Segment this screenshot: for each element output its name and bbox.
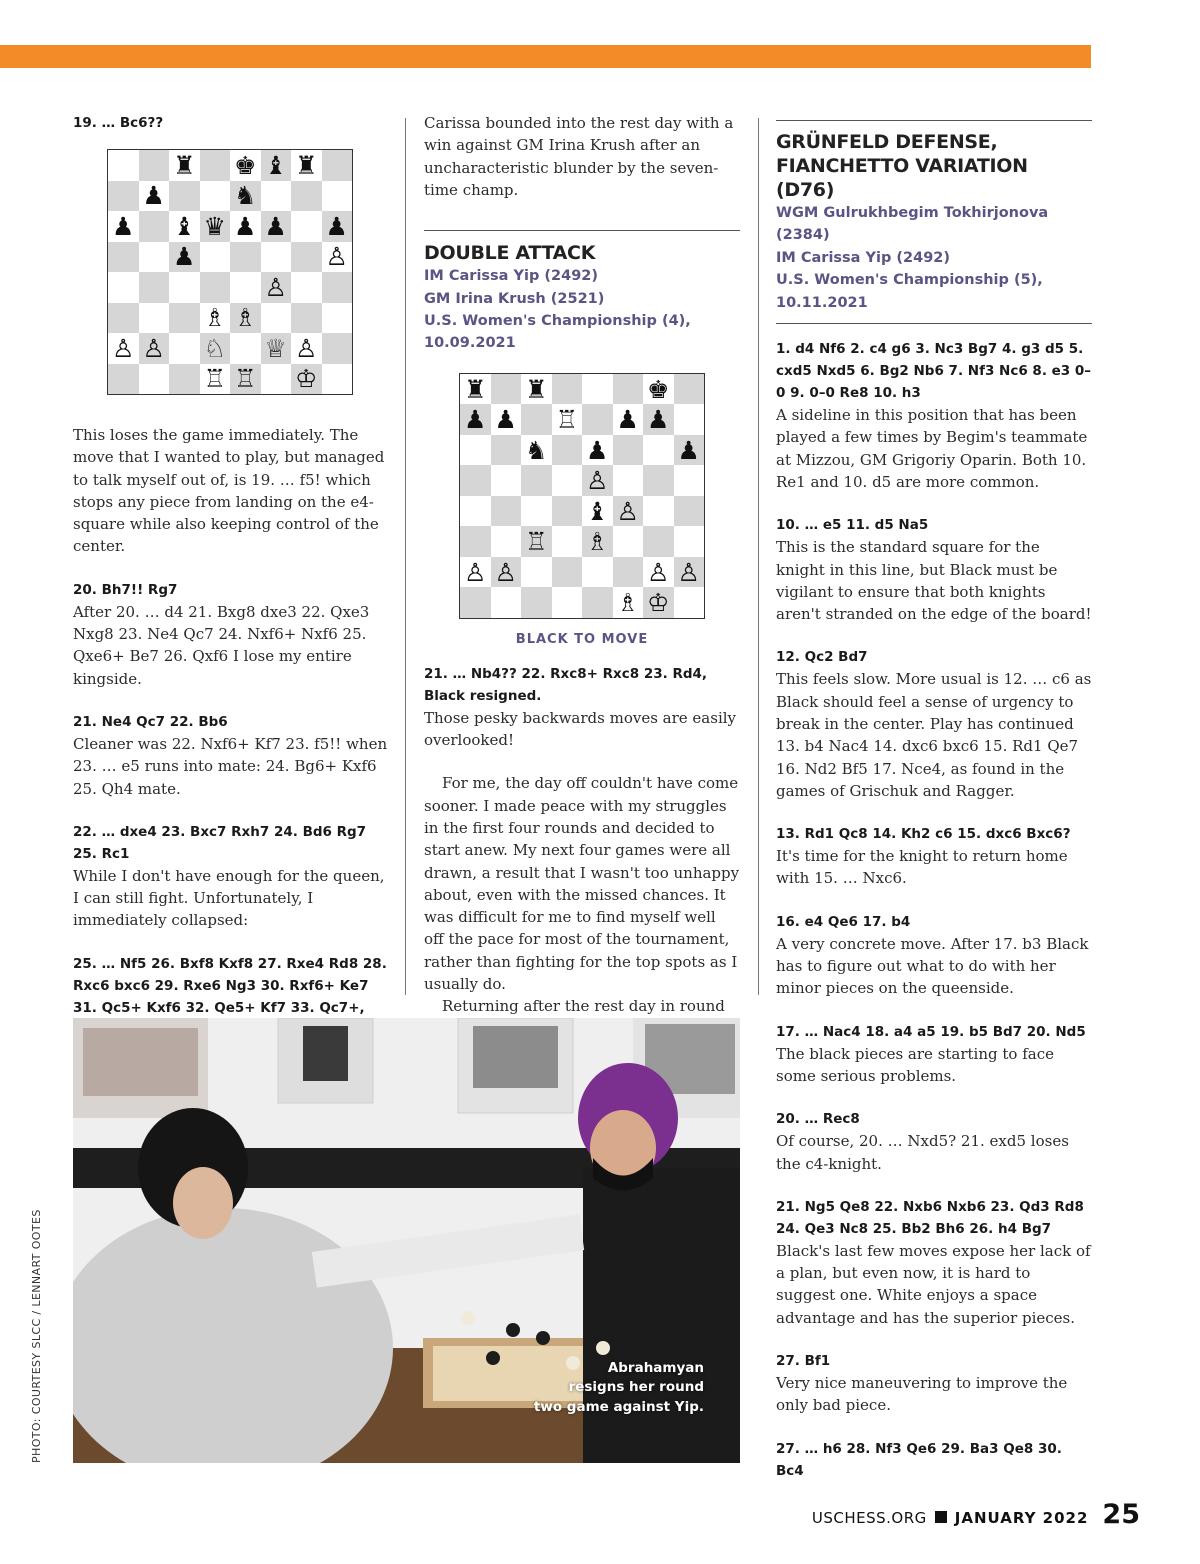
section-rule [424, 230, 740, 231]
board-square [230, 272, 261, 303]
chess-piece-square: ♟ [169, 242, 200, 273]
caption-line-3: two game against Yip. [533, 1398, 704, 1415]
paragraph: Returning after the rest day in round [442, 997, 725, 1016]
column-1 [73, 112, 391, 1041]
chess-piece-square: ♖ [200, 364, 231, 395]
board-square [491, 435, 522, 466]
chess-piece-square: ♖ [230, 364, 261, 395]
board-square [322, 272, 353, 303]
board-square [261, 181, 292, 212]
chess-piece-square: ♛ [200, 211, 231, 242]
caption-line-2: resigns her round [568, 1379, 704, 1395]
commentary: Those pesky backwards moves are easily overlooked! [424, 708, 737, 750]
board-square [552, 526, 583, 557]
commentary: Black's last few moves expose her lack of a plan, but even now, it is hard to suggest one. White enjoys a space advantage and has the superior pieces. [776, 1241, 1091, 1327]
board-square [200, 272, 231, 303]
chess-piece-square: ♚ [230, 150, 261, 181]
section-heading: DOUBLE ATTACK [424, 242, 596, 265]
board-square [613, 435, 644, 466]
chess-piece-square: ♗ [200, 303, 231, 334]
move-line: 19. … Bc6?? [73, 115, 164, 131]
chess-piece-square: ♟ [261, 211, 292, 242]
board-square [108, 242, 139, 273]
chess-piece-square: ♟ [643, 404, 674, 435]
board-square [582, 374, 613, 405]
section-rule [776, 323, 1092, 324]
column-divider-1 [405, 118, 406, 995]
board-square [674, 526, 705, 557]
move-line: 27. … h6 28. Nf3 Qe6 29. Ba3 Qe8 30. Bc4 [776, 1440, 1062, 1479]
board-square [200, 181, 231, 212]
commentary: This loses the game immediately. The move that I wanted to play, but managed to talk myself out of, is 19. … f5! which stops any piece from landing on the e4-square while also keeping control of the center. [73, 426, 385, 556]
board-square [674, 496, 705, 527]
board-square [460, 465, 491, 496]
commentary: Very nice maneuvering to improve the only bad piece. [776, 1374, 1068, 1415]
board-square [643, 465, 674, 496]
player-white: WGM Gulrukhbegim Tokhirjonova (2384) [776, 205, 1049, 244]
photo-caption [534, 1359, 704, 1418]
board-square [169, 303, 200, 334]
chess-piece-square: ♘ [200, 333, 231, 364]
board-square [322, 150, 353, 181]
board-square [674, 404, 705, 435]
diagram-caption: BLACK TO MOVE [515, 631, 649, 647]
board-square [108, 181, 139, 212]
chess-piece-square: ♚ [643, 374, 674, 405]
chess-piece-square: ♜ [291, 150, 322, 181]
board-square [261, 364, 292, 395]
section-rule [776, 120, 1092, 121]
chess-piece-square: ♙ [322, 242, 353, 273]
chess-piece-square: ♙ [261, 272, 292, 303]
move-line: 12. Qc2 Bd7 [776, 649, 868, 666]
chess-piece-square: ♔ [643, 587, 674, 618]
board-square [322, 303, 353, 334]
board-square [230, 242, 261, 273]
player-black: GM Irina Krush (2521) [424, 290, 605, 307]
board-square [108, 150, 139, 181]
chess-piece-square: ♟ [491, 404, 522, 435]
board-square [460, 587, 491, 618]
commentary: A very concrete move. After 17. b3 Black has to figure out what to do with her minor pieces on the queenside. [776, 934, 1089, 998]
chess-piece-square: ♝ [261, 150, 292, 181]
player-white: IM Carissa Yip (2492) [424, 268, 599, 285]
board-square [291, 181, 322, 212]
website: USCHESS.ORG [811, 1509, 927, 1527]
chess-diagram-2 [459, 373, 705, 619]
board-square [613, 557, 644, 588]
board-square [582, 404, 613, 435]
board-square [322, 364, 353, 395]
board-square [521, 404, 552, 435]
chess-piece-square: ♟ [674, 435, 705, 466]
chess-piece-square: ♝ [582, 496, 613, 527]
board-square [613, 465, 644, 496]
board-square [491, 465, 522, 496]
chess-piece-square: ♙ [139, 333, 170, 364]
chess-diagram-1 [107, 149, 353, 395]
chess-piece-square: ♟ [460, 404, 491, 435]
chess-piece-square: ♙ [582, 465, 613, 496]
move-line: 10. … e5 11. d5 Na5 [776, 517, 929, 534]
move-line: 20. … Rec8 [776, 1111, 860, 1128]
event-info: U.S. Women's Championship (5), 10.11.2021 [776, 272, 1043, 311]
board-square [674, 374, 705, 405]
board-square [521, 557, 552, 588]
board-square [491, 587, 522, 618]
chess-piece-square: ♞ [230, 181, 261, 212]
chess-piece-square: ♙ [643, 557, 674, 588]
chess-piece-square: ♝ [169, 211, 200, 242]
board-square [643, 526, 674, 557]
board-square [552, 465, 583, 496]
board-square [108, 272, 139, 303]
move-line: 25. … Nf5 26. Bxf8 Kxf8 27. Rxe4 Rd8 28. Rxc6 bxc6 29. Rxe6 Ng3 30. Rxf6+ Ke7 31. Qc5+ Kxf6 32. Qe5+ Kf7 33. Qc7+, [73, 955, 387, 1016]
chess-piece-square: ♕ [261, 333, 292, 364]
move-line: 13. Rd1 Qc8 14. Kh2 c6 15. dxc6 Bxc6? [776, 826, 1071, 843]
board-square [552, 496, 583, 527]
commentary: A sideline in this position that has been played a few times by Begim's teammate at Mizzou, GM Grigoriy Oparin. Both 10. Re1 and 10. d5 are more common. [776, 406, 1088, 491]
chess-piece-square: ♙ [291, 333, 322, 364]
chess-piece-square: ♙ [491, 557, 522, 588]
chess-piece-square: ♟ [613, 404, 644, 435]
board-square [291, 242, 322, 273]
board-square [460, 526, 491, 557]
board-square [200, 150, 231, 181]
board-square [139, 150, 170, 181]
chess-piece-square: ♗ [613, 587, 644, 618]
board-square [261, 303, 292, 334]
board-square [139, 364, 170, 395]
issue-date: JANUARY 2022 [954, 1509, 1089, 1527]
board-square [491, 526, 522, 557]
board-square [322, 333, 353, 364]
event-info: U.S. Women's Championship (4), 10.09.2021 [424, 313, 691, 352]
chess-piece-square: ♜ [460, 374, 491, 405]
opening-heading: GRÜNFELD DEFENSE, FIANCHETTO VARIATION (D76) [776, 131, 1028, 201]
commentary: Of course, 20. … Nxd5? 21. exd5 loses the c4-knight. [776, 1132, 1069, 1173]
column-2 [424, 112, 740, 1040]
page-number: 25 [1102, 1499, 1140, 1530]
move-line: 21. Ng5 Qe8 22. Nxb6 Nxb6 23. Qd3 Rd8 24. Qe3 Nc8 25. Bb2 Bh6 26. h4 Bg7 [776, 1198, 1084, 1237]
chess-piece-square: ♜ [169, 150, 200, 181]
board-square [261, 242, 292, 273]
chess-piece-square: ♜ [521, 374, 552, 405]
board-square [200, 242, 231, 273]
board-square [582, 587, 613, 618]
chess-piece-square: ♙ [613, 496, 644, 527]
chess-piece-square: ♟ [108, 211, 139, 242]
commentary: This feels slow. More usual is 12. … c6 as Black should feel a sense of urgency to break in the center. Play has continued 13. b4 Nac4 14. dxc6 bxc6 15. Rd1 Qe7 16. Nd2 Bf5 17. Nce4, as found in the games of Grischuk and Ragger. [776, 670, 1092, 800]
board-square [582, 557, 613, 588]
move-line: 22. … dxe4 23. Bxc7 Rxh7 24. Bd6 Rg7 25. Rc1 [73, 823, 367, 862]
board-square [613, 374, 644, 405]
chess-piece-square: ♖ [521, 526, 552, 557]
chess-piece-square: ♗ [582, 526, 613, 557]
board-square [552, 587, 583, 618]
board-square [139, 211, 170, 242]
board-square [491, 374, 522, 405]
board-square [169, 272, 200, 303]
intro-text: Carissa bounded into the rest day with a win against GM Irina Krush after an uncharacteristic blunder by the seven-time champ. [424, 114, 734, 199]
commentary: This is the standard square for the knight in this line, but Black must be vigilant to ensure that both knights aren't stranded on the edge of the board! [776, 538, 1092, 624]
paragraph: For me, the day off couldn't have come sooner. I made peace with my struggles in the first four rounds and decided to start anew. My next four games were all drawn, a result that I wasn't too unhappy about, even with the missed chances. It was difficult for me to find myself well off the pace for most of the tournament, rather than fighting for the top spots as I usually do. [424, 774, 740, 994]
move-line: 21. … Nb4?? 22. Rxc8+ Rxc8 23. Rd4, Black resigned. [424, 665, 708, 704]
commentary: It's time for the knight to return home with 15. … Nxc6. [776, 847, 1068, 888]
board-square [674, 587, 705, 618]
board-square [491, 496, 522, 527]
move-line: 27. Bf1 [776, 1353, 831, 1370]
board-square [643, 435, 674, 466]
board-square [460, 435, 491, 466]
chess-piece-square: ♟ [139, 181, 170, 212]
board-square [169, 181, 200, 212]
caption-line-1: Abrahamyan [607, 1359, 704, 1376]
orange-header-bar [0, 45, 1091, 68]
move-line: 1. d4 Nf6 2. c4 g6 3. Nc3 Bg7 4. g3 d5 5. cxd5 Nxd5 6. Bg2 Nb6 7. Nf3 Nc6 8. e3 0–0 9. 0–0 Re8 10. h3 [776, 341, 1092, 402]
player-black: IM Carissa Yip (2492) [776, 249, 951, 266]
commentary: The black pieces are starting to face some serious problems. [776, 1044, 1054, 1085]
board-square [322, 181, 353, 212]
chess-piece-square: ♙ [674, 557, 705, 588]
board-square [552, 435, 583, 466]
board-square [521, 587, 552, 618]
move-line: 20. Bh7!! Rg7 [73, 581, 178, 598]
move-line: 21. Ne4 Qc7 22. Bb6 [73, 713, 228, 730]
column-divider-2 [758, 118, 759, 995]
square-bullet-icon [935, 1511, 947, 1523]
board-square [674, 465, 705, 496]
photo-credit: PHOTO: COURTESY SLCC / LENNART OOTES [30, 1209, 43, 1463]
board-square [552, 557, 583, 588]
board-square [108, 303, 139, 334]
board-square [643, 496, 674, 527]
chess-piece-square: ♟ [322, 211, 353, 242]
board-square [613, 526, 644, 557]
board-square [139, 242, 170, 273]
chess-piece-square: ♟ [230, 211, 261, 242]
chess-piece-square: ♗ [230, 303, 261, 334]
board-square [460, 496, 491, 527]
board-square [139, 303, 170, 334]
commentary: After 20. … d4 21. Bxg8 dxe3 22. Qxe3 Nxg8 23. Ne4 Qc7 24. Nxf6+ Nxf6 25. Qxe6+ Be7 26. Qxf6 I lose my entire kingside. [73, 602, 370, 688]
column-3 [776, 112, 1092, 1482]
chess-piece-square: ♞ [521, 435, 552, 466]
chess-piece-square: ♟ [582, 435, 613, 466]
board-square [108, 364, 139, 395]
move-line: 17. … Nac4 18. a4 a5 19. b5 Bd7 20. Nd5 [776, 1023, 1086, 1040]
board-square [521, 496, 552, 527]
board-square [521, 465, 552, 496]
move-line: 16. e4 Qe6 17. b4 [776, 913, 911, 930]
board-square [230, 333, 261, 364]
board-square [291, 303, 322, 334]
board-square [139, 272, 170, 303]
board-square [169, 333, 200, 364]
chess-piece-square: ♔ [291, 364, 322, 395]
commentary: Cleaner was 22. Nxf6+ Kf7 23. f5!! when 23. … e5 runs into mate: 24. Bg6+ Kxf6 25. Qh4 mate. [73, 734, 388, 798]
board-square [169, 364, 200, 395]
board-square [291, 272, 322, 303]
tournament-photo [73, 1018, 740, 1463]
chess-piece-square: ♙ [460, 557, 491, 588]
chess-piece-square: ♖ [552, 404, 583, 435]
board-square [291, 211, 322, 242]
chess-piece-square: ♙ [108, 333, 139, 364]
board-square [552, 374, 583, 405]
page-footer [812, 1499, 1140, 1530]
commentary: While I don't have enough for the queen, I can still fight. Unfortunately, I immediately collapsed: [73, 866, 385, 930]
